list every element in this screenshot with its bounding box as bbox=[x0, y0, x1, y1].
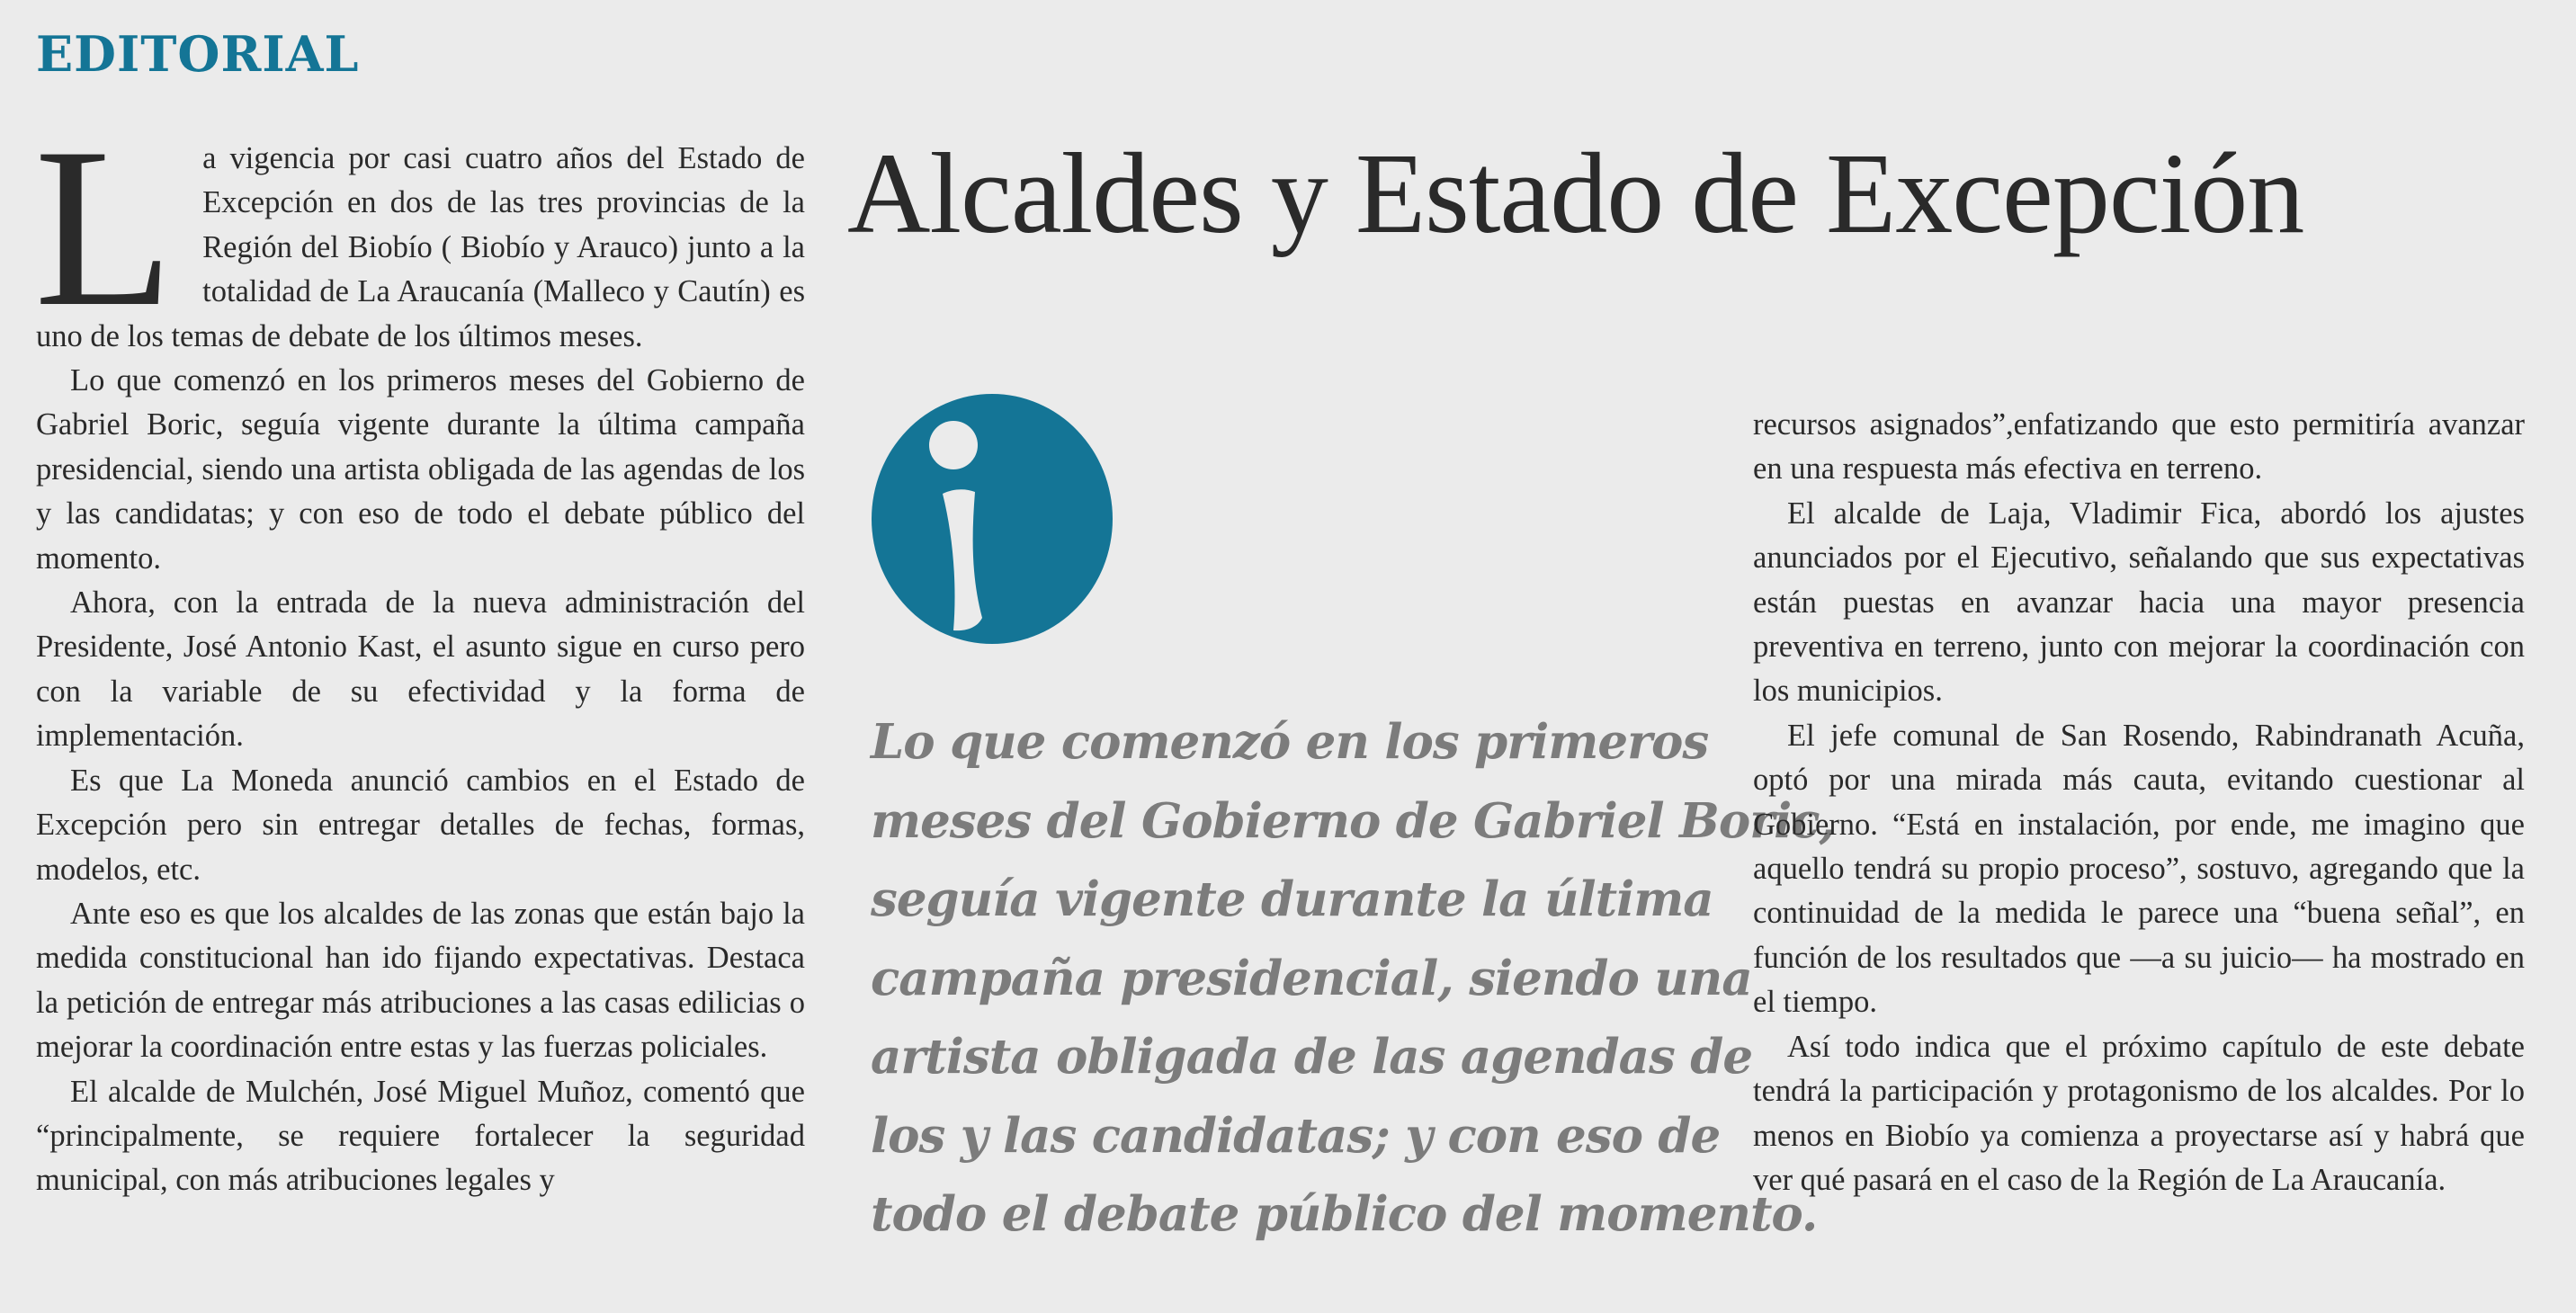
paragraph: recursos asignados”,enfatizando que esto permitiría avanzar en una respuesta más efectiva en terreno. bbox=[1753, 407, 2525, 487]
pull-quote-line: Lo que comenzó en los primeros bbox=[871, 714, 1709, 770]
paragraph: Ahora, con la entrada de la nueva administración del Presidente, José Antonio Kast, el asunto sigue en curso pero con la variable de su efectividad y la forma de implementación. bbox=[36, 585, 805, 754]
drop-cap: L bbox=[34, 101, 174, 353]
pull-quote-line: artista obligada de las agendas de bbox=[871, 1029, 1753, 1085]
paragraph: El alcalde de Mulchén, José Miguel Muñoz, comentó que “principalmente, se requiere fortalecer la seguridad municipal, con más atribuciones legales y bbox=[36, 1074, 805, 1198]
pull-quote-line: campaña presidencial, siendo una bbox=[871, 950, 1752, 1006]
left-column bbox=[34, 101, 805, 1203]
section-label: EDITORIAL bbox=[36, 25, 360, 83]
paragraph: Ante eso es que los alcaldes de las zonas que están bajo la medida constitucional han ido fijando expectativas. Destaca la petición de entregar más atribuciones a las casas edilicias o mejorar la coordinación entre estas y las fuerzas policiales. bbox=[36, 896, 805, 1065]
paragraph: El alcalde de Laja, Vladimir Fica, abordó los ajustes anunciados por el Ejecutivo, señalando que sus expectativas están puestas en avanzar hacia una mayor presencia preventiva en terreno, junto con mejorar la coordinación con los municipios. bbox=[1753, 496, 2525, 709]
paragraph: a vigencia por casi cuatro años del Estado de Excepción en dos de las tres provincias de la Región del Biobío ( Biobío y Arauco) junto a la totalidad de La Araucanía (Malleco y Cautín) es uno de los temas de debate de los últimos meses. bbox=[36, 141, 805, 353]
pull-quote-line: los y las candidatas; y con eso de bbox=[871, 1107, 1721, 1164]
pull-quote-line: todo el debate público del momento. bbox=[871, 1186, 1818, 1242]
paragraph: Así todo indica que el próximo capítulo de este debate tendrá la participación y protagonismo de los alcaldes. Por lo menos en Biobío ya comienza a proyectarse así y habrá que ver qué pasará en el caso de la Región de La Araucanía. bbox=[1753, 1029, 2525, 1197]
pull-quote-line: seguía vigente durante la última bbox=[871, 871, 1713, 927]
info-i-icon bbox=[871, 393, 1114, 645]
pull-quote-line: meses del Gobierno de Gabriel Boric, bbox=[871, 792, 1835, 849]
paragraph: Lo que comenzó en los primeros meses del Gobierno de Gabriel Boric, seguía vigente durante la última campaña presidencial, siendo una artista obligada de las agendas de los y las candidatas; y con eso de todo el debate público del momento. bbox=[36, 363, 805, 576]
pull-quote bbox=[871, 703, 1835, 1255]
paragraph: Es que La Moneda anunció cambios en el Estado de Excepción pero sin entregar detalles de fechas, formas, modelos, etc. bbox=[36, 763, 805, 887]
right-column bbox=[1753, 403, 2525, 1202]
paragraph: El jefe comunal de San Rosendo, Rabindranath Acuña, optó por una mirada más cauta, evitando cuestionar al Gobierno. “Está en instalación, por ende, me imagino que aquello tendrá su propio proceso”, sostuvo, agregando que la continuidad de la medida le parece una “buena señal”, en función de los resultados que —a su juicio— ha mostrado en el tiempo. bbox=[1753, 718, 2525, 1020]
headline: Alcaldes y Estado de Excepción bbox=[847, 130, 2304, 257]
